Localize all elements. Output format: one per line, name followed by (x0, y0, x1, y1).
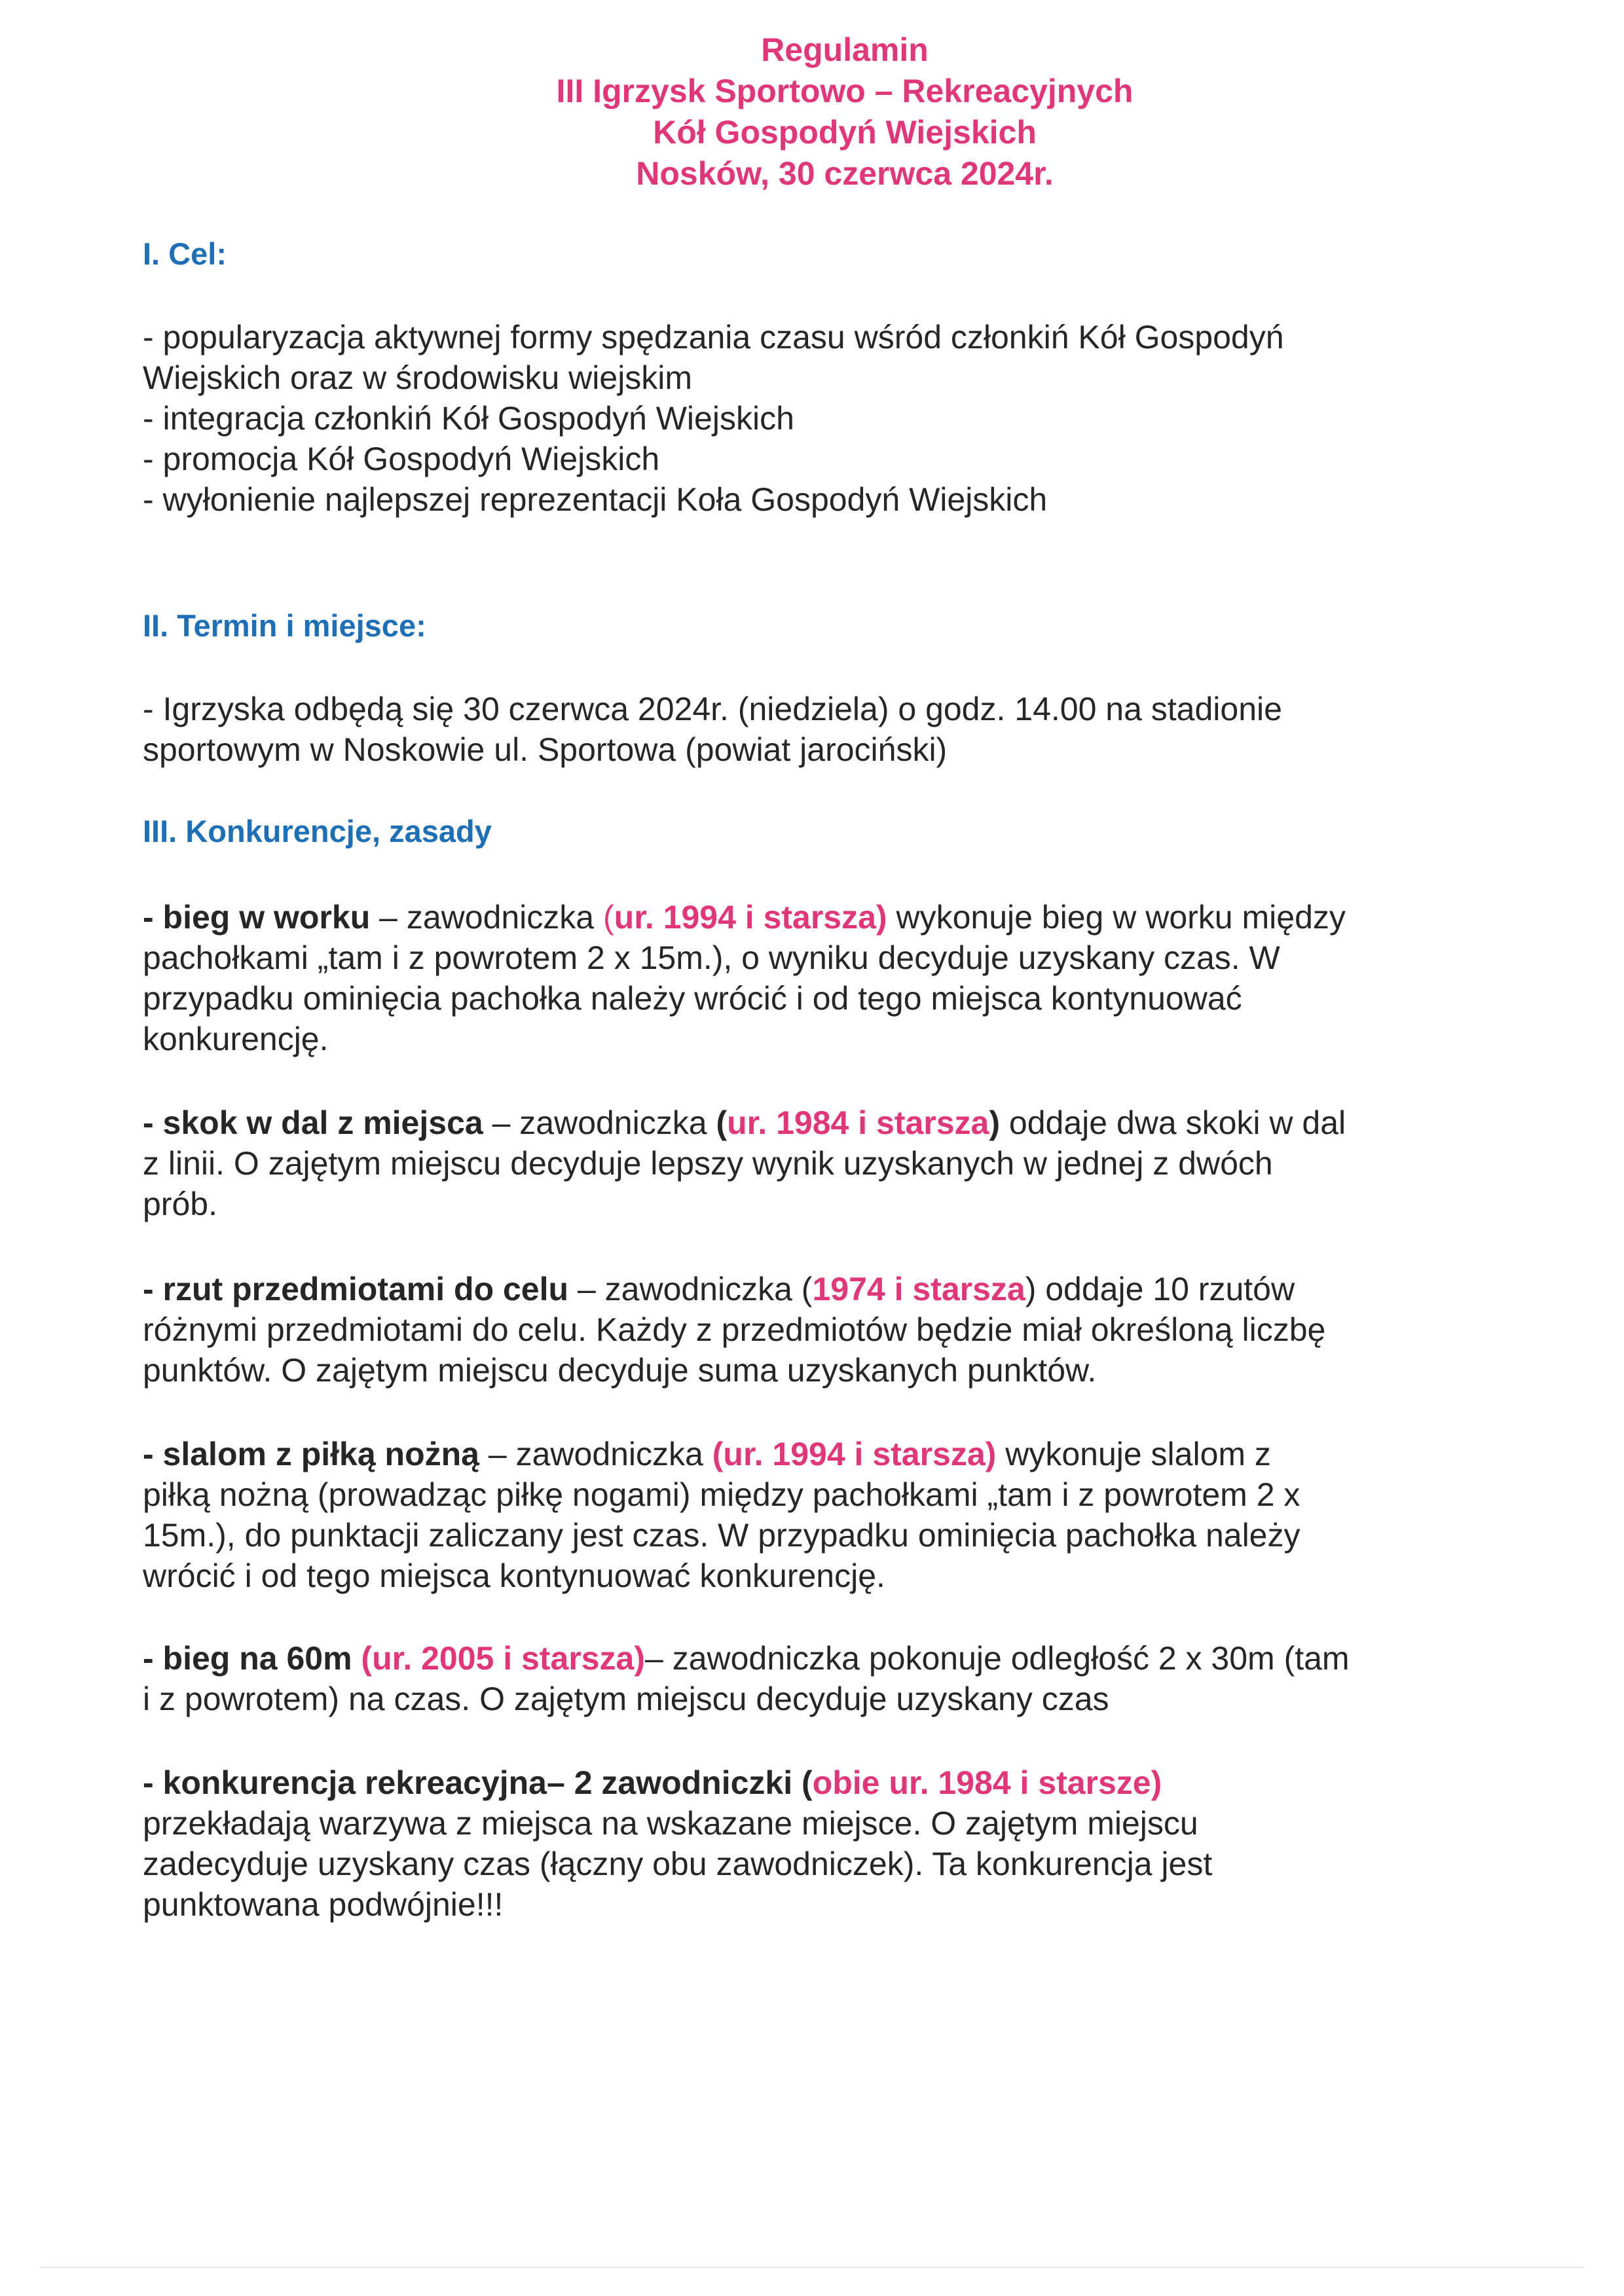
event-text: wykonuje slalom z (996, 1436, 1271, 1472)
title-line-1: Regulamin (761, 31, 929, 68)
age-bracket: ( (716, 1104, 728, 1141)
event-text: – zawodniczka (479, 1436, 712, 1472)
title-line-2: III Igrzysk Sportowo – Rekreacyjnych (556, 73, 1134, 109)
slalom-line-2: piłką nożną (prowadząc piłkę nogami) między pachołkami „tam i z powrotem 2 x (143, 1476, 1301, 1513)
rekreacyjna-line-2: przekładają warzywa z miejsca na wskazane miejsce. O zajętym miejscu (143, 1805, 1198, 1842)
bieg-w-worku-line-1 (143, 897, 1346, 938)
rekreacyjna-line-4: punktowana podwójnie!!! (143, 1886, 504, 1923)
event-name: - slalom z piłką nożną (143, 1436, 479, 1472)
bieg-w-worku-line-2: pachołkami „tam i z powrotem 2 x 15m.), o wyniku decyduje uzyskany czas. W (143, 939, 1280, 976)
section-1-line: - wyłonienie najlepszej reprezentacji Koła Gospodyń Wiejskich (143, 481, 1048, 518)
section-3-heading: III. Konkurencje, zasady (143, 814, 492, 848)
rzut-line-2: różnymi przedmiotami do celu. Każdy z przedmiotów będzie miał określoną liczbę (143, 1311, 1326, 1348)
rekreacyjna-line-3: zadecyduje uzyskany czas (łączny obu zawodniczek). Ta konkurencja jest (143, 1846, 1213, 1882)
section-2-heading: II. Termin i miejsce: (143, 608, 426, 643)
section-1-line: - integracja członkiń Kół Gospodyń Wiejskich (143, 400, 794, 437)
age-bracket: ( (603, 899, 614, 936)
event-text: ) oddaje 10 rzutów (1025, 1271, 1295, 1307)
age-requirement: 1974 i starsza (812, 1271, 1025, 1307)
bieg-60m-line-1 (143, 1638, 1350, 1679)
bieg-60m-line-2: i z powrotem) na czas. O zajętym miejscu decyduje uzyskany czas (143, 1681, 1109, 1717)
section-2-line: sportowym w Noskowie ul. Sportowa (powiat jarociński) (143, 731, 948, 768)
skok-w-dal-line-3: prób. (143, 1186, 217, 1222)
title-line-3: Kół Gospodyń Wiejskich (653, 114, 1037, 151)
event-name: - bieg na 60m (143, 1640, 352, 1677)
section-1-line: - promocja Kół Gospodyń Wiejskich (143, 441, 660, 477)
event-text: oddaje dwa skoki w dal (1000, 1104, 1346, 1141)
section-2-line: - Igrzyska odbędą się 30 czerwca 2024r. (niedziela) o godz. 14.00 na stadionie (143, 691, 1282, 727)
section-1-line: Wiejskich oraz w środowisku wiejskim (143, 359, 693, 396)
event-text: – zawodniczka pokonuje odległość 2 x 30m (tam (645, 1640, 1350, 1677)
slalom-line-1 (143, 1434, 1271, 1474)
bieg-w-worku-line-3: przypadku ominięcia pachołka należy wrócić i od tego miejsca kontynuować (143, 980, 1242, 1017)
section-1-line: - popularyzacja aktywnej formy spędzania czasu wśród członkiń Kół Gospodyń (143, 319, 1284, 355)
event-text: wykonuje bieg w worku między (887, 899, 1346, 936)
rzut-line-3: punktów. O zajętym miejscu decyduje suma uzyskanych punktów. (143, 1352, 1097, 1389)
rekreacyjna-line-1 (143, 1762, 1162, 1803)
rzut-line-1 (143, 1269, 1295, 1309)
event-name: - konkurencja rekreacyjna– 2 zawodniczki ( (143, 1764, 813, 1801)
age-requirement: ur. 1984 i starsza (727, 1104, 989, 1141)
event-text: – zawodniczka (483, 1104, 716, 1141)
age-requirement: (ur. 2005 i starsza) (352, 1640, 645, 1677)
event-name: - bieg w worku (143, 899, 371, 936)
bieg-w-worku-line-4: konkurencję. (143, 1021, 329, 1057)
document-title (0, 29, 1624, 194)
section-1-heading: I. Cel: (143, 236, 227, 271)
age-requirement: (ur. 1994 i starsza) (712, 1436, 997, 1472)
age-requirement: ur. 1994 i starsza) (614, 899, 887, 936)
slalom-line-4: wrócić i od tego miejsca kontynuować konkurencję. (143, 1558, 885, 1594)
page-bottom-rule (39, 2267, 1585, 2268)
event-name: - skok w dal z miejsca (143, 1104, 483, 1141)
slalom-line-3: 15m.), do punktacji zaliczany jest czas. W przypadku ominięcia pachołka należy (143, 1517, 1301, 1554)
title-line-4: Nosków, 30 czerwca 2024r. (636, 155, 1054, 192)
skok-w-dal-line-2: z linii. O zajętym miejscu decyduje lepszy wynik uzyskanych w jednej z dwóch (143, 1145, 1273, 1182)
age-requirement: obie ur. 1984 i starsze) (812, 1764, 1162, 1801)
event-text: – zawodniczka ( (568, 1271, 813, 1307)
event-text: – zawodniczka (370, 899, 603, 936)
event-name: - rzut przedmiotami do celu (143, 1271, 569, 1307)
skok-w-dal-line-1 (143, 1102, 1346, 1143)
age-bracket: ) (989, 1104, 1001, 1141)
